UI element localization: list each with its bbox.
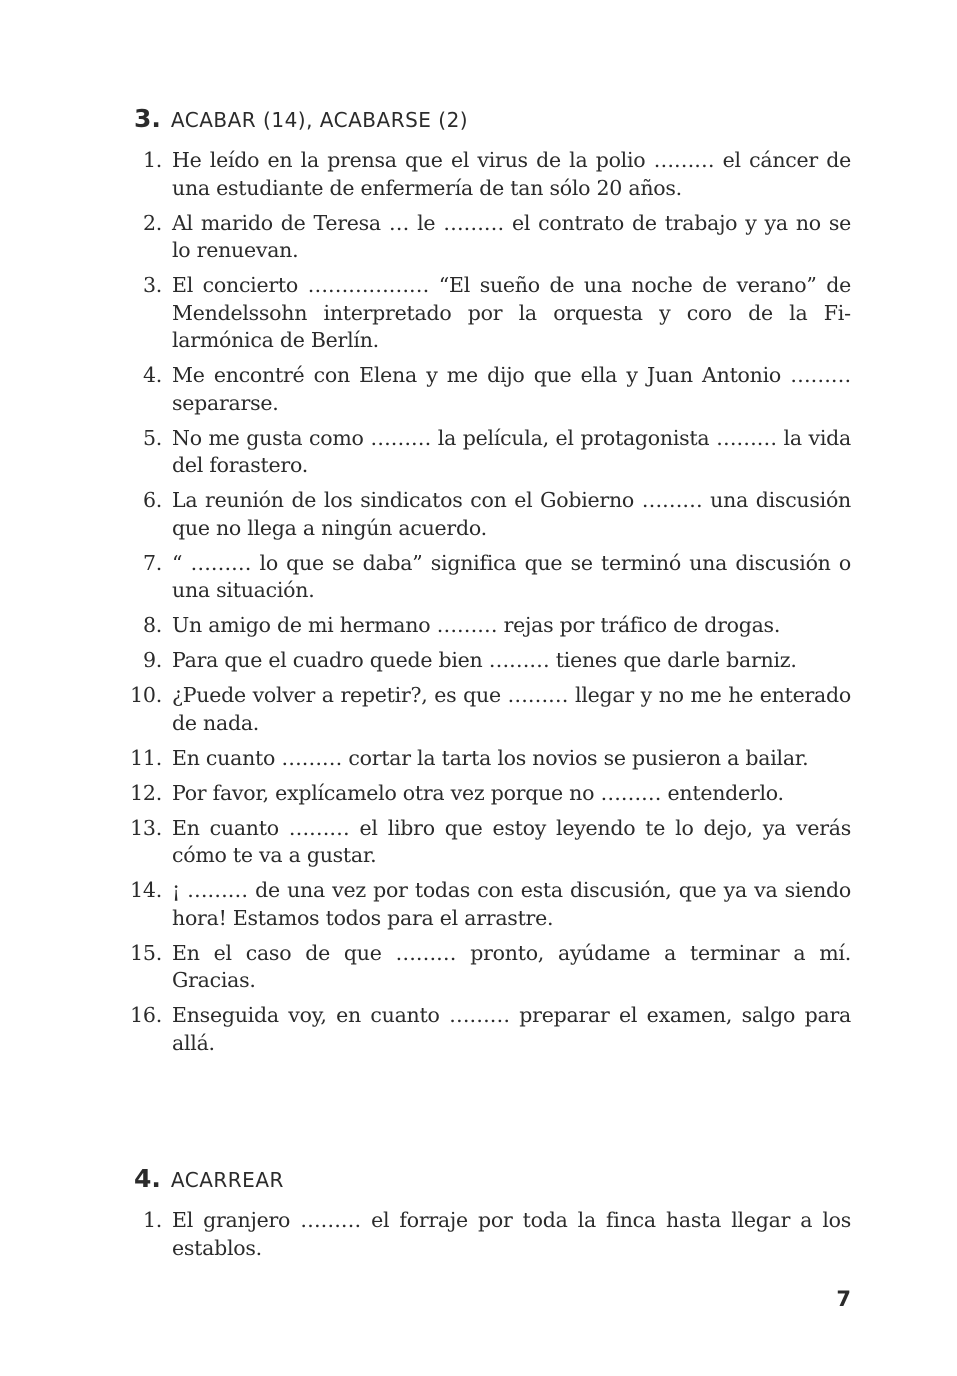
exercise-item — [118, 745, 851, 773]
exercise-text: Para que el cuadro quede bien ……… tienes que darle barniz. — [172, 648, 797, 672]
section-title: ACARREAR — [170, 1168, 284, 1192]
exercise-text: ¿Puede volver a repetir?, es que ……… llegar y no me he enterado de nada. — [172, 683, 851, 735]
exercise-number: 4. — [142, 363, 162, 387]
exercise-item — [118, 815, 851, 870]
exercise-number: 12. — [130, 780, 162, 805]
exercise-number: 5. — [142, 425, 162, 450]
exercise-item — [118, 1207, 851, 1262]
exercise-text: No me gusta como ……… la película, el protagonista ……… la vida del forastero. — [172, 425, 851, 477]
exercise-item — [118, 1002, 851, 1057]
section-4-heading — [134, 1164, 284, 1193]
exercise-item — [118, 362, 851, 417]
exercise-item — [118, 147, 851, 202]
exercise-item — [118, 550, 851, 605]
exercise-text: La reunión de los sindicatos con el Gobierno ……… una discusión que no llega a ningún acuerdo. — [172, 488, 851, 540]
exercise-text: El concierto ……………… “El sueño de una noche de verano” de Mendelssohn interpretado por la orquesta y coro de la Filarmónica de Berlín. — [172, 273, 851, 352]
exercise-number: 1. — [142, 148, 162, 172]
exercise-text: Un amigo de mi hermano ……… rejas por tráfico de drogas. — [172, 613, 781, 637]
section-3-heading — [134, 104, 468, 133]
section-4-exercise-list — [118, 1207, 851, 1270]
exercise-item — [118, 425, 851, 480]
section-number: 4. — [134, 1164, 161, 1193]
exercise-item — [118, 647, 851, 675]
exercise-number: 1. — [142, 1208, 162, 1232]
section-3-exercise-list — [118, 147, 851, 1065]
exercise-text: He leído en la prensa que el virus de la polio ……… el cáncer de una estudiante de enfermería de tan sólo 20 años. — [172, 148, 851, 200]
exercise-item — [118, 272, 851, 355]
exercise-number: 6. — [142, 488, 162, 512]
section-title: ACABAR (14), ACABARSE (2) — [170, 108, 469, 132]
exercise-text: Me encontré con Elena y me dijo que ella y Juan Antonio ……… separarse. — [172, 363, 851, 415]
exercise-number: 3. — [142, 273, 162, 297]
exercise-text: Al marido de Teresa … le ……… el contrato de trabajo y ya no se lo renuevan. — [172, 210, 851, 262]
exercise-number: 15. — [130, 940, 162, 965]
exercise-item — [118, 940, 851, 995]
exercise-text: ¡ ……… de una vez por todas con esta discusión, que ya va siendo hora! Estamos todos para el arrastre. — [172, 878, 851, 930]
exercise-item — [118, 780, 851, 808]
section-number: 3. — [134, 104, 161, 133]
exercise-text: “ ……… lo que se daba” significa que se terminó una discusión o una situación. — [172, 550, 851, 602]
exercise-number: 8. — [142, 613, 162, 637]
exercise-text: Enseguida voy, en cuanto ……… preparar el examen, salgo para allá. — [172, 1003, 851, 1055]
exercise-text: El granjero ……… el forraje por toda la finca hasta llegar a los establos. — [172, 1208, 851, 1260]
exercise-item — [118, 210, 851, 265]
exercise-number: 7. — [142, 550, 162, 575]
exercise-number: 16. — [130, 1003, 162, 1027]
page-number: 7 — [836, 1287, 851, 1311]
exercise-number: 14. — [130, 878, 162, 902]
exercise-item — [118, 612, 851, 640]
exercise-text: En cuanto ……… el libro que estoy leyendo te lo dejo, ya verás cómo te va a gustar. — [172, 815, 851, 867]
exercise-item — [118, 682, 851, 737]
exercise-text: En cuanto ……… cortar la tarta los novios se pusieron a bailar. — [172, 745, 809, 770]
exercise-number: 2. — [142, 210, 162, 235]
exercise-number: 9. — [142, 648, 162, 672]
exercise-text: En el caso de que ……… pronto, ayúdame a terminar a mí. Gracias. — [172, 940, 851, 992]
exercise-number: 10. — [130, 683, 162, 707]
exercise-item — [118, 487, 851, 542]
exercise-text: Por favor, explícamelo otra vez porque no ……… entenderlo. — [172, 780, 784, 805]
exercise-number: 11. — [130, 745, 162, 770]
exercise-item — [118, 877, 851, 932]
exercise-number: 13. — [130, 815, 162, 840]
